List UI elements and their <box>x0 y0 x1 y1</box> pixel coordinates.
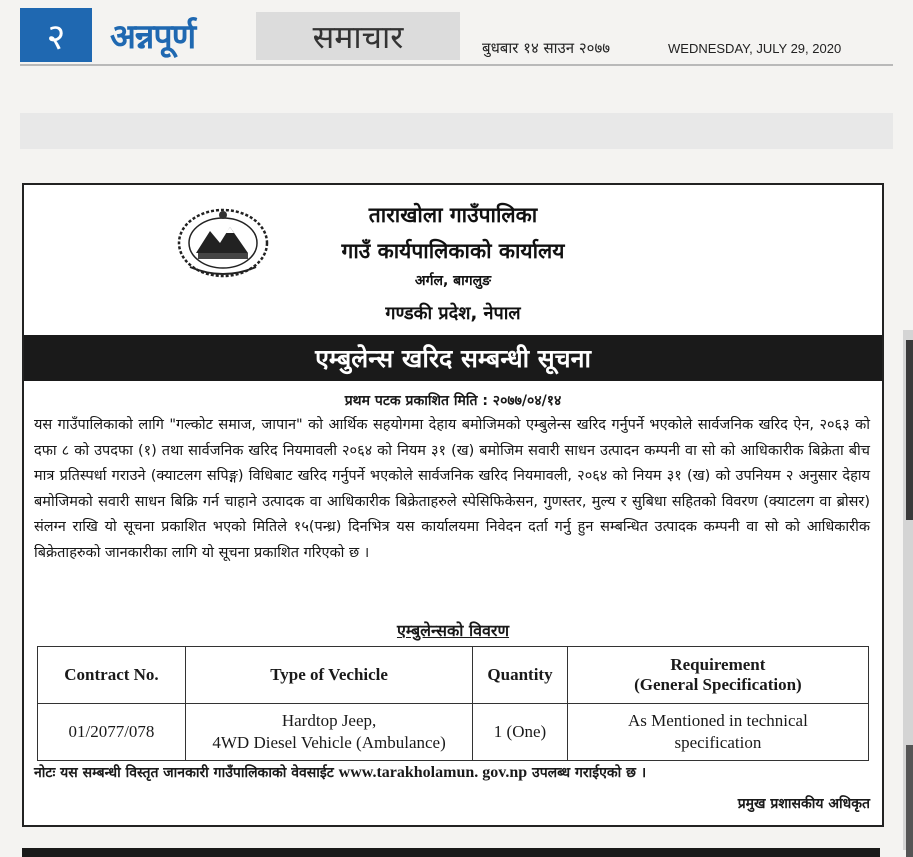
cell-requirement-line1: As Mentioned in technical <box>627 711 808 730</box>
cell-vehicle-type-line2: 4WD Diesel Vehicle (Ambulance) <box>212 733 446 752</box>
org-address: अर्गल, बागलुङ <box>414 273 492 289</box>
website-link[interactable]: www.tarakholamun. gov.np <box>338 764 528 781</box>
cell-quantity: 1 (One) <box>473 704 568 761</box>
page-number: २ <box>20 8 92 62</box>
header-band <box>20 113 893 149</box>
org-office: गाउँ कार्यपालिकाको कार्यालय <box>341 239 565 263</box>
org-province: गण्डकी प्रदेश, नेपाल <box>385 303 521 324</box>
masthead <box>20 8 913 62</box>
cell-requirement-line2: specification <box>674 733 762 752</box>
published-date: प्रथम पटक प्रकाशित मिति : २०७७/०४/१४ <box>344 393 562 409</box>
next-ad-border <box>22 848 880 857</box>
newspaper-brand: अन्नपूर्ण <box>110 17 196 57</box>
adjacent-ad-dark-lower <box>906 745 913 857</box>
specification-table <box>37 646 869 761</box>
masthead-rule <box>20 64 893 66</box>
signatory: प्रमुख प्रशासकीय अधिकृत <box>737 796 870 812</box>
cell-vehicle-type-line1: Hardtop Jeep, <box>281 711 377 730</box>
date-nepali: बुधबार १४ साउन २०७७ <box>482 39 611 57</box>
website-note <box>34 763 874 782</box>
cell-requirement <box>567 704 868 761</box>
date-english: WEDNESDAY, JULY 29, 2020 <box>668 41 842 56</box>
adjacent-ad-dark <box>906 340 913 520</box>
table-header-row <box>38 647 869 704</box>
header-requirement <box>567 647 868 704</box>
header-requirement-line1: Requirement <box>670 655 766 674</box>
org-name: ताराखोला गाउँपालिका <box>368 203 538 227</box>
cell-contract: 01/2077/078 <box>38 704 186 761</box>
header-contract: Contract No. <box>38 647 186 704</box>
header-requirement-line2: (General Specification) <box>634 675 802 694</box>
notice-title: एम्बुलेन्स खरिद सम्बन्धी सूचना <box>24 335 882 381</box>
note-suffix: उपलब्ध गराईएको छ । <box>532 765 647 781</box>
note-prefix: नोटः यस सम्बन्धी विस्तृत जानकारी गाउँपालिकाको वेवसाईट <box>34 765 334 781</box>
cell-vehicle-type <box>185 704 472 761</box>
notice-body: यस गाउँपालिकाको लागि "गल्कोट समाज, जापान" को आर्थिक सहयोगमा देहाय बमोजिमको एम्बुलेन्स खरिद गर्नुपर्ने भएकोले सार्वजनिक खरिद ऐन, २०६३ को दफा ८ को उपदफा (१) तथा सार्वजनिक खरिद नियमावली २०६४ को नियम ३१ (ख) बमोजिम सवारी साधन उत्पादन कम्पनी वा सो को आधिकारीक बिक्रेता बीच मात्र प्रतिस्पर्धा गराउने (क्याटलग सपिङ्ग) विधिबाट खरिद गर्नुपर्ने भएकोले सार्वजनिक खरिद नियमावली, २०६४ को नियम ३१ (ख) को उपनियम २ अनुसार देहाय बमोजिमको सवारी साधन बिक्रि गर्न चाहाने उत्पादक वा आधिकारीक बिक्रेताहरुले स्पेसिफिकेसन, गुणस्तर, मुल्य र सुबिधा सहितको विवरण (क्याटलग वा ब्रोसर) संलग्न राखि यो सूचना प्रकाशित भएको मितिले १५(पन्ध्र) दिनभित्र यस कार्यालयमा निवेदन दर्ता गर्नु हुन सम्बन्धित उत्पादक कम्पनी वा सो को आधिकारीक बिक्रेताहरुको जानकारीका लागि यो सूचना प्रकाशित गरिएको छ । <box>34 417 870 561</box>
section-label: समाचार <box>256 12 460 60</box>
ambulance-details-heading: एम्बुलेन्सको विवरण <box>396 621 510 640</box>
header-vehicle-type: Type of Vechicle <box>185 647 472 704</box>
header-quantity: Quantity <box>473 647 568 704</box>
public-notice <box>22 183 884 827</box>
table-row <box>38 704 869 761</box>
